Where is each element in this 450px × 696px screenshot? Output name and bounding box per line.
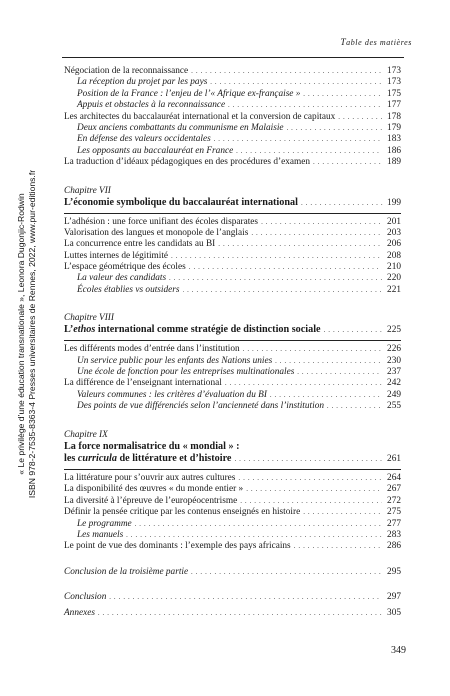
side-credit-line-2: ISBN 978-2-7535-8363-4 Presses universitaires de Rennes, 2022, www.pur-editions.fr <box>27 169 37 499</box>
chapter-title[interactable]: L’ethos international comme stratégie de distinction sociale . . . 225 <box>64 324 401 337</box>
toc-entry[interactable]: La littérature pour s’ouvrir aux autres cultures . . . 264 <box>64 473 401 484</box>
toc-subentry[interactable]: Un service public pour les enfants des Nations unies . . . 230 <box>64 356 401 367</box>
toc-entry[interactable]: Les différents modes d’entrée dans l’institution . . . 226 <box>64 344 401 355</box>
toc-subentry[interactable]: Les opposants au baccalauréat en France . . . 186 <box>64 146 401 157</box>
toc-entry[interactable]: Valorisation des langues et monopole de l’anglais . . . 203 <box>64 228 401 239</box>
toc-entry[interactable]: La concurrence entre les candidats au BI . . . 206 <box>64 239 401 250</box>
toc-subentry[interactable]: Écoles établies vs outsiders . . . 221 <box>64 285 401 296</box>
back-matter <box>64 592 401 619</box>
toc-entry[interactable]: Négociation de la reconnaissance . . . 173 <box>64 66 401 77</box>
toc-subentry[interactable]: Deux anciens combattants du communisme en Malaisie . . . 179 <box>64 123 401 134</box>
toc-entry[interactable]: Luttes internes de légitimité . . . 208 <box>64 251 401 262</box>
toc-subentry[interactable]: Valeurs communes : les critères d’évaluation du BI . . . 249 <box>64 390 401 401</box>
toc-section-continuation <box>64 66 401 169</box>
running-header-initial: T <box>340 38 347 48</box>
toc-entry[interactable]: Les architectes du baccalauréat international et la conversion de capitaux . . . 178 <box>64 112 401 123</box>
chapter-label: Chapitre IX <box>64 429 108 440</box>
chapter-label: Chapitre VIII <box>64 313 115 324</box>
chapter-title-line-2[interactable]: les curricula de littérature et d’histoire . . . 261 <box>64 453 401 466</box>
toc-entry[interactable]: L’espace géométrique des écoles . . . 210 <box>64 262 401 273</box>
chapter-title-line-1[interactable]: La force normalisatrice du « mondial » : <box>64 440 240 452</box>
chapter-rule <box>64 213 401 214</box>
page-number: 349 <box>391 645 406 656</box>
chapter-rule <box>64 340 401 341</box>
toc-entry[interactable]: La différence de l’enseignant international . . . 242 <box>64 378 401 389</box>
running-header <box>340 38 412 48</box>
chapter-viii <box>64 312 401 412</box>
toc-subentry[interactable]: Une école de fonction pour les entreprises multinationales . . . 237 <box>64 367 401 378</box>
chapter-label: Chapitre VII <box>64 185 111 196</box>
chapter-rule <box>64 469 401 470</box>
chapter-vii <box>64 185 401 297</box>
toc-subentry[interactable]: Les manuels . . . 283 <box>64 530 401 541</box>
toc-entry[interactable]: La diversité à l’épreuve de l’européocentrisme . . . 272 <box>64 496 401 507</box>
chapter-ix <box>64 429 401 553</box>
toc-entry-conclusion[interactable]: Conclusion . . . 297 <box>64 592 401 603</box>
toc-subentry[interactable]: Le programme . . . 277 <box>64 519 401 530</box>
toc-subentry[interactable]: La réception du projet par les pays . . . 173 <box>64 77 401 88</box>
toc-entry[interactable]: Définir la pensée critique par les contenus enseignés en histoire . . . 275 <box>64 507 401 518</box>
toc-entry-annexes[interactable]: Annexes . . . 305 <box>64 608 401 619</box>
toc-subentry[interactable]: Appuis et obstacles à la reconnaissance . . . 177 <box>64 100 401 111</box>
toc-entry[interactable]: La disponibilité des œuvres « du monde entier » . . . 267 <box>64 484 401 495</box>
toc-subentry[interactable]: Des points de vue différenciés selon l’ancienneté dans l’institution . . . 255 <box>64 401 401 412</box>
part-conclusion <box>64 567 401 578</box>
toc-entry[interactable]: Le point de vue des dominants : l’exemple des pays africains . . . 286 <box>64 541 401 552</box>
toc-subentry[interactable]: Position de la France : l’enjeu de l’« Afrique ex-française » . . . 175 <box>64 89 401 100</box>
side-credit <box>16 0 38 682</box>
running-header-rest: able des matières <box>346 38 412 47</box>
toc-entry[interactable]: L’adhésion : une force unifiant des écoles disparates . . . 201 <box>64 217 401 228</box>
toc-entry[interactable]: La traduction d’idéaux pédagogiques en des procédures d’examen . . . 189 <box>64 157 401 168</box>
side-credit-line-1: « Le privilège d’une éducation transnationale », Leonora Dugonjic-Rodwin <box>16 193 26 475</box>
toc-subentry[interactable]: La valeur des candidats . . . 220 <box>64 273 401 284</box>
table-of-contents <box>64 66 401 619</box>
toc-entry[interactable]: Conclusion de la troisième partie . . . 295 <box>64 567 401 578</box>
chapter-title[interactable]: L’économie symbolique du baccalauréat international . . . 199 <box>64 197 401 210</box>
toc-subentry[interactable]: En défense des valeurs occidentales . . . 183 <box>64 134 401 145</box>
top-rule <box>62 57 404 58</box>
